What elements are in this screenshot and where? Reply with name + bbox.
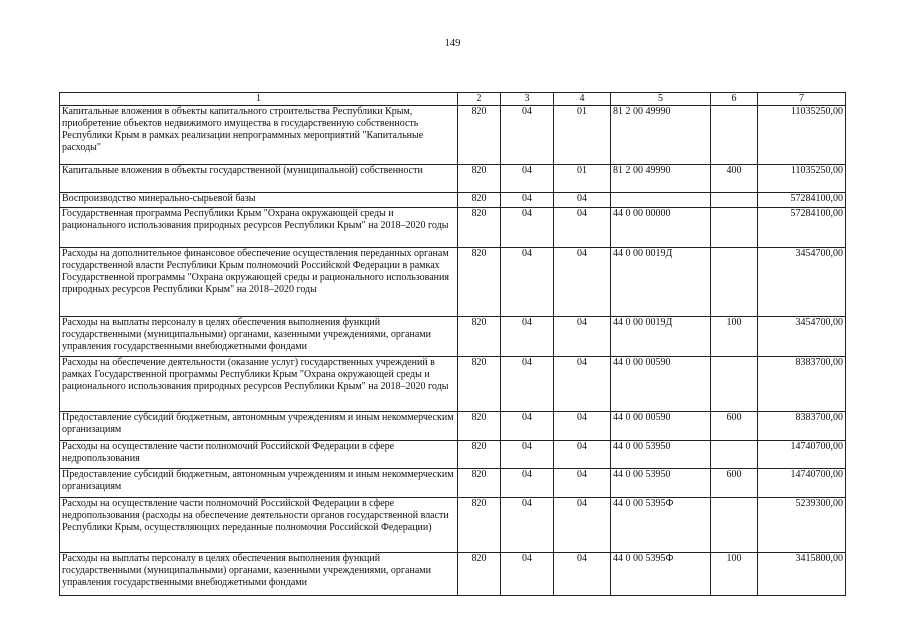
table-row <box>60 106 846 165</box>
row-subsection: 04 <box>554 193 611 208</box>
row-expense-type: 600 <box>711 412 758 441</box>
row-admin-code: 820 <box>458 317 501 357</box>
row-expense-type <box>711 193 758 208</box>
row-amount: 8383700,00 <box>758 357 846 412</box>
row-expense-type: 100 <box>711 553 758 596</box>
row-admin-code: 820 <box>458 165 501 193</box>
table-row <box>60 317 846 357</box>
row-target-article <box>611 193 711 208</box>
row-name: Расходы на осуществление части полномочий Российской Федерации в сфере недропользования (расходы на обеспечение деятельности органов государственной власти Республики Крым, осуществляющих переданные полномочия Российской Федерации) <box>60 498 458 553</box>
col-header-6: 6 <box>711 93 758 106</box>
row-admin-code: 820 <box>458 412 501 441</box>
row-section: 04 <box>501 412 554 441</box>
row-section: 04 <box>501 165 554 193</box>
row-target-article: 44 0 00 53950 <box>611 469 711 498</box>
row-section: 04 <box>501 193 554 208</box>
row-admin-code: 820 <box>458 469 501 498</box>
row-section: 04 <box>501 317 554 357</box>
col-header-4: 4 <box>554 93 611 106</box>
col-header-7: 7 <box>758 93 846 106</box>
row-admin-code: 820 <box>458 498 501 553</box>
row-admin-code: 820 <box>458 357 501 412</box>
row-expense-type: 100 <box>711 317 758 357</box>
row-amount: 5239300,00 <box>758 498 846 553</box>
row-admin-code: 820 <box>458 441 501 469</box>
row-subsection: 01 <box>554 165 611 193</box>
row-subsection: 04 <box>554 357 611 412</box>
row-name: Предоставление субсидий бюджетным, автономным учреждениям и иным некоммерческим организациям <box>60 469 458 498</box>
table-row <box>60 469 846 498</box>
row-admin-code: 820 <box>458 208 501 248</box>
row-section: 04 <box>501 469 554 498</box>
row-expense-type <box>711 357 758 412</box>
row-subsection: 04 <box>554 248 611 317</box>
row-name: Предоставление субсидий бюджетным, автономным учреждениям и иным некоммерческим организациям <box>60 412 458 441</box>
row-amount: 57284100,00 <box>758 208 846 248</box>
row-section: 04 <box>501 106 554 165</box>
row-amount: 3454700,00 <box>758 248 846 317</box>
row-target-article: 44 0 00 0019Д <box>611 248 711 317</box>
row-admin-code: 820 <box>458 248 501 317</box>
row-name: Расходы на осуществление части полномочий Российской Федерации в сфере недропользования <box>60 441 458 469</box>
row-target-article: 44 0 00 5395Ф <box>611 553 711 596</box>
row-amount: 14740700,00 <box>758 469 846 498</box>
row-target-article: 44 0 00 00590 <box>611 357 711 412</box>
row-expense-type <box>711 248 758 317</box>
row-section: 04 <box>501 208 554 248</box>
table-body <box>60 93 846 596</box>
row-subsection: 04 <box>554 412 611 441</box>
row-target-article: 81 2 00 49990 <box>611 165 711 193</box>
row-amount: 11035250,00 <box>758 106 846 165</box>
row-subsection: 04 <box>554 317 611 357</box>
row-target-article: 81 2 00 49990 <box>611 106 711 165</box>
row-admin-code: 820 <box>458 193 501 208</box>
row-amount: 3415800,00 <box>758 553 846 596</box>
col-header-3: 3 <box>501 93 554 106</box>
header-row <box>60 93 846 106</box>
row-expense-type <box>711 498 758 553</box>
row-expense-type <box>711 441 758 469</box>
col-header-5: 5 <box>611 93 711 106</box>
table-row <box>60 248 846 317</box>
row-expense-type: 400 <box>711 165 758 193</box>
row-subsection: 01 <box>554 106 611 165</box>
row-name: Расходы на выплаты персоналу в целях обеспечения выполнения функций государственными (муниципальными) органами, казенными учреждениями, органами управления государственными внебюджетными фондами <box>60 317 458 357</box>
page-number: 149 <box>444 38 461 49</box>
row-section: 04 <box>501 357 554 412</box>
table-row <box>60 441 846 469</box>
budget-table <box>59 92 846 596</box>
table-row <box>60 193 846 208</box>
row-name: Воспроизводство минерально-сырьевой базы <box>60 193 458 208</box>
table-row <box>60 357 846 412</box>
row-expense-type <box>711 106 758 165</box>
row-target-article: 44 0 00 0019Д <box>611 317 711 357</box>
row-expense-type: 600 <box>711 469 758 498</box>
row-section: 04 <box>501 248 554 317</box>
row-amount: 8383700,00 <box>758 412 846 441</box>
row-subsection: 04 <box>554 553 611 596</box>
row-name: Капитальные вложения в объекты государственной (муниципальной) собственности <box>60 165 458 193</box>
row-amount: 57284100,00 <box>758 193 846 208</box>
row-name: Расходы на обеспечение деятельности (оказание услуг) государственных учреждений в рамках Государственной программы Республики Крым "Охрана окружающей среды и рационального использования природных ресурсов Республики Крым" на 2018–2020 годы <box>60 357 458 412</box>
table-row <box>60 165 846 193</box>
table-row <box>60 412 846 441</box>
row-amount: 14740700,00 <box>758 441 846 469</box>
row-target-article: 44 0 00 5395Ф <box>611 498 711 553</box>
row-name: Капитальные вложения в объекты капитального строительства Республики Крым, приобретение объектов недвижимого имущества в государственную собственность Республики Крым в рамках реализации непрограммных мероприятий "Капитальные расходы" <box>60 106 458 165</box>
row-name: Государственная программа Республики Крым "Охрана окружающей среды и рационального использования природных ресурсов Республики Крым" на 2018–2020 годы <box>60 208 458 248</box>
row-admin-code: 820 <box>458 106 501 165</box>
row-subsection: 04 <box>554 469 611 498</box>
table-row <box>60 553 846 596</box>
row-section: 04 <box>501 441 554 469</box>
row-target-article: 44 0 00 00000 <box>611 208 711 248</box>
row-name: Расходы на выплаты персоналу в целях обеспечения выполнения функций государственными (муниципальными) органами, казенными учреждениями, органами управления государственными внебюджетными фондами <box>60 553 458 596</box>
row-target-article: 44 0 00 53950 <box>611 441 711 469</box>
col-header-2: 2 <box>458 93 501 106</box>
row-expense-type <box>711 208 758 248</box>
table-row <box>60 498 846 553</box>
row-section: 04 <box>501 498 554 553</box>
row-subsection: 04 <box>554 208 611 248</box>
row-section: 04 <box>501 553 554 596</box>
row-subsection: 04 <box>554 498 611 553</box>
table-row <box>60 208 846 248</box>
col-header-1: 1 <box>60 93 458 106</box>
row-amount: 3454700,00 <box>758 317 846 357</box>
row-target-article: 44 0 00 00590 <box>611 412 711 441</box>
row-subsection: 04 <box>554 441 611 469</box>
row-amount: 11035250,00 <box>758 165 846 193</box>
row-name: Расходы на дополнительное финансовое обеспечение осуществления переданных органам государственной власти Республики Крым полномочий Российской Федерации в рамках Государственной программы "Охрана окружающей среды и рационального использования природных ресурсов Республики Крым" на 2018–2020 годы <box>60 248 458 317</box>
row-admin-code: 820 <box>458 553 501 596</box>
